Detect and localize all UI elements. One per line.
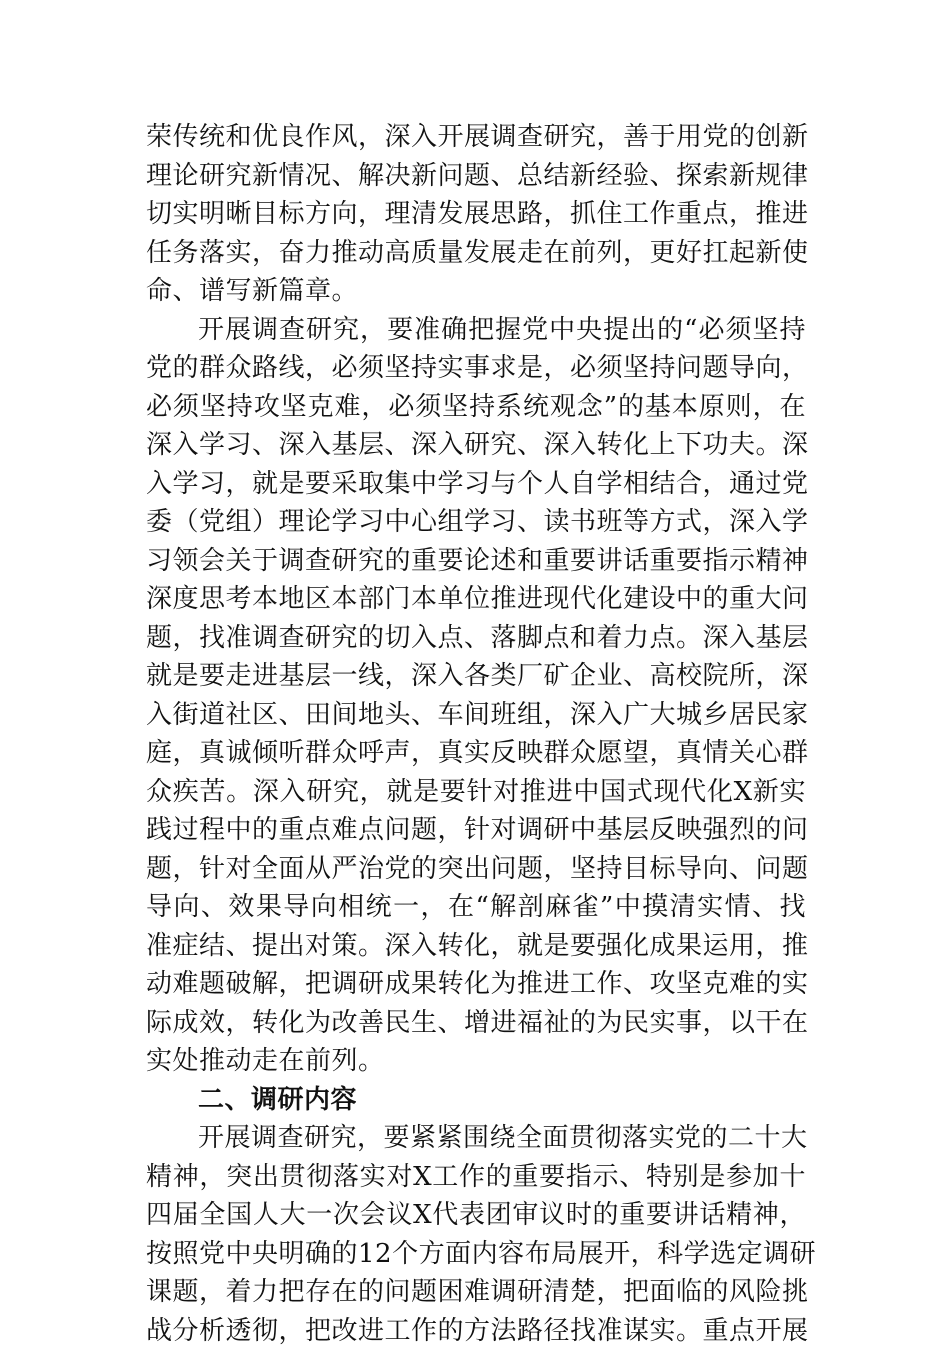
text-line: 理论研究新情况、解决新问题、总结新经验、探索新规律 [146,157,806,196]
text-line: 准症结、提出对策。深入转化，就是要强化成果运用，推 [146,927,806,966]
document-body [146,118,806,1350]
text-line: 实处推动走在前列。 [146,1042,806,1081]
text-line: 题，找准调查研究的切入点、落脚点和着力点。深入基层 [146,619,806,658]
section-heading: 二、调研内容 [146,1081,806,1120]
text-line: 入街道社区、田间地头、车间班组，深入广大城乡居民家 [146,696,806,735]
text-line: 四届全国人大一次会议X代表团审议时的重要讲话精神， [146,1196,806,1235]
text-line: 命、谱写新篇章。 [146,272,806,311]
text-line: 践过程中的重点难点问题，针对调研中基层反映强烈的问 [146,811,806,850]
text-line: 按照党中央明确的12个方面内容布局展开，科学选定调研 [146,1235,806,1274]
text-line: 精神，突出贯彻落实对X工作的重要指示、特别是参加十 [146,1158,806,1197]
text-line: 开展调查研究，要紧紧围绕全面贯彻落实党的二十大 [146,1119,806,1158]
text-line: 众疾苦。深入研究，就是要针对推进中国式现代化X新实 [146,773,806,812]
text-line: 战分析透彻，把改进工作的方法路径找准谋实。重点开展 [146,1312,806,1350]
text-line: 委（党组）理论学习中心组学习、读书班等方式，深入学 [146,503,806,542]
text-line: 导向、效果导向相统一，在“解剖麻雀”中摸清实情、找 [146,888,806,927]
text-line: 开展调查研究，要准确把握党中央提出的“必须坚持 [146,311,806,350]
text-line: 动难题破解，把调研成果转化为推进工作、攻坚克难的实 [146,965,806,1004]
text-line: 荣传统和优良作风，深入开展调查研究，善于用党的创新 [146,118,806,157]
text-line: 党的群众路线，必须坚持实事求是，必须坚持问题导向， [146,349,806,388]
text-line: 课题，着力把存在的问题困难调研清楚，把面临的风险挑 [146,1273,806,1312]
text-line: 任务落实，奋力推动高质量发展走在前列，更好扛起新使 [146,234,806,273]
text-line: 深入学习、深入基层、深入研究、深入转化上下功夫。深 [146,426,806,465]
text-line: 习领会关于调查研究的重要论述和重要讲话重要指示精神 [146,542,806,581]
text-line: 庭，真诚倾听群众呼声，真实反映群众愿望，真情关心群 [146,734,806,773]
text-line: 就是要走进基层一线，深入各类厂矿企业、高校院所，深 [146,657,806,696]
paragraph-2 [146,311,806,1081]
paragraph-1 [146,118,806,311]
text-line: 入学习，就是要采取集中学习与个人自学相结合，通过党 [146,465,806,504]
text-line: 题，针对全面从严治党的突出问题，坚持目标导向、问题 [146,850,806,889]
text-line: 深度思考本地区本部门本单位推进现代化建设中的重大问 [146,580,806,619]
text-line: 切实明晰目标方向，理清发展思路，抓住工作重点，推进 [146,195,806,234]
paragraph-3 [146,1119,806,1350]
text-line: 必须坚持攻坚克难，必须坚持系统观念”的基本原则，在 [146,388,806,427]
text-line: 际成效，转化为改善民生、增进福祉的为民实事，以干在 [146,1004,806,1043]
